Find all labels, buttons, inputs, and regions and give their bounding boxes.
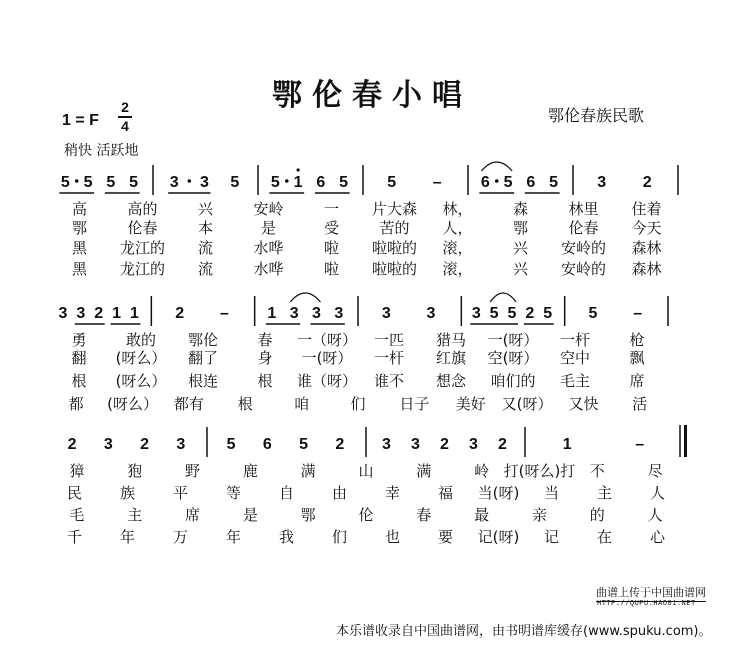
lyric: 咱 [294,395,310,413]
lyric: 住着 [631,200,662,218]
augmentation-dot [75,179,79,183]
note: 2 [440,436,449,453]
lyric: 人， [442,219,473,237]
note: 5 [226,436,236,453]
lyric: 岭 [474,462,490,480]
lyric: 咱们的 [490,372,536,390]
lyric: 满 [300,462,316,480]
lyric: 一匹 [373,331,405,349]
lyric: 根 [257,372,273,390]
note: 3 [169,174,179,191]
lyric: 人 [649,484,666,502]
lyric: 森 [512,200,529,218]
lyric: 鄂 [300,506,316,524]
lyric: 黑 [71,260,88,278]
lyric: 林， [442,200,473,218]
lyric: 等 [225,484,242,502]
lyric: 席 [185,506,201,524]
lyric: 猎马 [435,331,467,349]
lyric: 春 [416,506,432,524]
note: 3 [426,305,436,322]
note: 1 [293,174,303,191]
note: 2 [175,305,185,322]
lyric: 空(呀） [487,349,539,367]
note: – [635,436,645,453]
lyric: 翻了 [187,349,219,367]
lyric: 民 [66,484,83,502]
lyric: 由 [331,484,348,502]
note: 5 [270,174,280,191]
source-credit: 本乐谱收录自中国曲谱网，由书明谱库缓存(www.spuku.com)。 [336,624,712,639]
lyric: 都 [68,395,84,413]
note: 1 [129,305,139,322]
lyric: 想念 [435,372,467,390]
lyric: 平 [172,484,189,502]
slur-arc [490,293,516,302]
lyric: 万 [172,528,189,546]
lyric: 敢的 [125,331,157,349]
lyric: 主 [127,506,143,524]
note: 5 [489,305,499,322]
lyric: 当(呀) [477,484,520,502]
lyric: 水哗 [253,260,284,278]
note: 5 [106,174,116,191]
lyric: 片大森 [371,200,418,218]
tempo-marking: 稍快 活跃地 [64,143,139,159]
lyric: 今天 [631,219,662,237]
lyric: 身 [257,349,273,367]
note: 1 [267,305,277,322]
lyric: 水哗 [253,239,284,257]
note: 2 [140,436,150,453]
lyric: (呀么） [115,372,167,390]
note: 3 [469,436,478,453]
lyric: 山 [358,462,374,480]
song-origin: 鄂伦春族民歌 [548,106,645,125]
watermark-line-1: 曲谱上传于中国曲谱网 [596,584,706,602]
lyric: 年 [225,528,242,546]
note: 3 [103,436,113,453]
lyric: 亲 [531,506,547,524]
lyric: 心 [649,528,666,546]
lyric: 毛 [69,506,85,524]
note: 5 [339,174,349,191]
lyric: 一 [323,200,340,218]
time-signature-numerator: 2 [118,99,132,118]
lyric: 毛主 [559,372,591,390]
note: 6 [526,174,536,191]
note: 5 [387,174,397,191]
note: 2 [67,436,77,453]
lyric: 森林 [631,239,662,257]
lyric: 自 [278,484,295,502]
lyric: (呀么） [115,349,167,367]
lyric: 龙江的 [119,260,166,278]
lyric: 红旗 [435,349,467,367]
lyric: 根 [237,395,253,413]
note: 5 [549,174,559,191]
lyric: 满 [416,462,432,480]
note: 2 [94,305,104,322]
lyric: 族 [119,484,136,502]
lyric: (呀么） [107,395,158,413]
note: 5 [543,305,553,322]
note: 5 [129,174,139,191]
lyric: 年 [119,528,136,546]
note: 2 [642,174,652,191]
lyric: 主 [596,484,613,502]
lyric: 活 [632,395,648,413]
lyric: 千 [66,528,83,546]
lyric: 一杆 [559,331,591,349]
note: 3 [597,174,607,191]
lyric: 勇 [71,331,87,349]
note: 3 [200,174,209,191]
note: 3 [76,305,86,322]
note: 3 [382,436,391,453]
lyric: 伦春 [568,219,599,237]
lyric: 兴 [512,239,529,257]
note: 6 [262,436,272,453]
lyric: 是 [242,506,258,524]
lyric: 空中 [559,349,591,367]
lyric: 枪 [629,331,645,349]
lyric: 啦 [323,239,340,257]
lyric: 鄂伦 [187,331,219,349]
lyric: 翻 [71,349,87,367]
note: 3 [289,305,299,322]
lyric: 兴 [512,260,529,278]
note: 2 [335,436,345,453]
lyric: 一(呀） [487,331,539,349]
note: 5 [588,305,598,322]
song-title: 鄂伦春小唱 [272,78,472,113]
note: 3 [58,305,68,322]
lyric: 又快 [568,395,599,413]
lyric: 幸 [384,484,401,502]
lyric: 安岭 [253,200,284,218]
lyric: 记 [543,528,560,546]
slur-arc [481,162,512,171]
note: 3 [312,305,321,322]
lyric: 美好 [455,395,486,413]
note: – [219,305,229,322]
lyric: 高的 [127,200,158,218]
lyric: 森林 [631,260,662,278]
note: 3 [381,305,391,322]
lyric: 根连 [187,372,219,390]
lyric: 鹿 [242,462,258,480]
lyric: 伦春 [127,219,158,237]
lyric: 流 [197,239,214,257]
note: 6 [316,174,326,191]
lyric: 流 [197,260,214,278]
lyric: 尽 [647,462,663,480]
note: 5 [299,436,309,453]
lyric: 记(呀) [477,528,520,546]
lyric: 人 [647,506,663,524]
watermark-line-2: HTTP://QUPU.HAO81.NET [597,600,696,608]
note: – [633,305,643,322]
lyric: 安岭的 [560,239,607,257]
augmentation-dot [285,179,289,183]
note: 5 [60,174,70,191]
note: 5 [507,305,517,322]
note: 5 [230,174,240,191]
lyric: 龙江的 [119,239,166,257]
lyric: 我 [278,528,295,546]
lyric: 滚， [442,239,473,257]
lyric: 兴 [197,200,214,218]
final-bar-thick [684,425,687,457]
lyric: 啦 [323,260,340,278]
note: 5 [83,174,93,191]
lyric: 黑 [71,239,88,257]
lyric: 都有 [173,395,204,413]
note: 5 [503,174,513,191]
octave-dot [297,168,300,171]
lyric: 们 [350,395,366,413]
note: 3 [411,436,420,453]
lyric: 谁不 [373,372,405,390]
lyric: 受 [323,219,340,237]
lyric: 本 [197,219,214,237]
lyric: 春 [257,331,273,349]
note: 3 [471,305,481,322]
lyric: 安岭的 [560,260,607,278]
note: – [432,174,442,191]
lyric: 鄂 [512,219,529,237]
lyric: 又(呀） [501,395,553,413]
lyric: 林里 [568,200,599,218]
lyric: 福 [437,484,454,502]
lyric: 日子 [399,395,430,413]
note: 3 [334,305,344,322]
lyric: 根 [71,372,87,390]
lyric: 在 [596,528,613,546]
lyric: 一杆 [373,349,405,367]
lyric: 也 [384,528,401,546]
note: 6 [480,174,490,191]
lyric: 野 [185,462,201,480]
lyric: 一(呀） [301,349,353,367]
lyric: 啦啦的 [371,260,418,278]
lyric: 狍 [127,462,143,480]
lyric: 的 [589,506,605,524]
lyric: 一（呀） [296,331,358,349]
note: 2 [525,305,535,322]
lyric: 当 [543,484,560,502]
lyric: 们 [331,528,348,546]
key-signature: 1 = F [62,112,99,129]
lyric: 高 [71,200,88,218]
lyric: 鄂 [71,219,88,237]
lyric: 苦的 [379,219,410,237]
lyric: 要 [437,528,454,546]
lyric: 獐 [69,462,85,480]
lyric: 滚， [442,260,473,278]
lyric: 啦啦的 [371,239,418,257]
note: 2 [498,436,507,453]
lyric: 打(呀么)打 [503,462,576,480]
lyric: 飘 [629,349,645,367]
lyric: 不 [589,462,605,480]
lyric: 席 [629,372,645,390]
augmentation-dot [188,179,192,183]
note: 3 [176,436,186,453]
note: 1 [562,436,572,453]
lyric: 最 [474,506,490,524]
lyric: 是 [260,219,277,237]
note: 1 [112,305,121,322]
augmentation-dot [495,179,499,183]
lyric: 谁（呀） [296,372,358,390]
lyric: 伦 [358,506,374,524]
time-signature-denominator: 4 [121,118,129,134]
slur-arc [290,293,320,302]
